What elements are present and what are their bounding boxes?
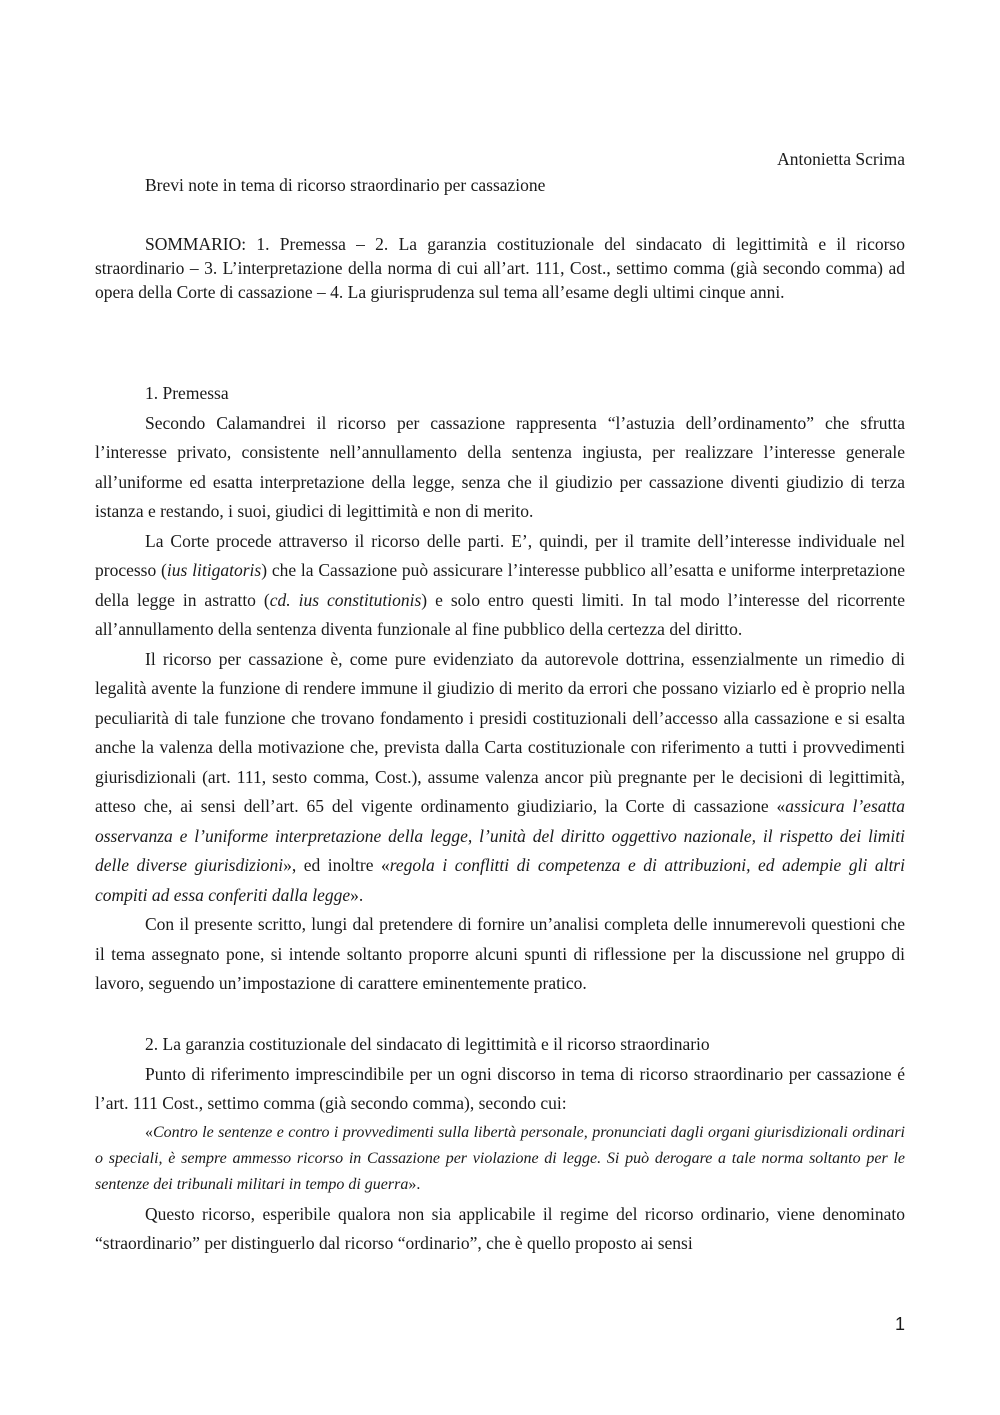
section-1-heading: 1. Premessa <box>145 383 229 403</box>
constitution-quote: «Contro le sentenze e contro i provvedimenti sulla libertà personale, pronunciati dagli organi giurisdizionali ordinari o speciali, è sempre ammesso ricorso in Cassazione per violazione di legge. Si può derogare a tale norma soltanto per le sentenze dei tribunali militari in tempo di guerra». <box>95 1123 905 1193</box>
page-number: 1 <box>894 1314 905 1334</box>
section-1-paragraph-3: Il ricorso per cassazione è, come pure evidenziato da autorevole dottrina, essenzialmente un rimedio di legalità avente la funzione di rendere immune il giudizio di merito da errori che possano viziarlo ed è proprio nella peculiarità di tale funzione che trovano fondamento i presidi costituzionali dell’accesso alla cassazione e si esalta anche la valenza della motivazione che, prevista dalla Carta costituzionale con riferimento a tutti i provvedimenti giurisdizionali (art. 111, sesto comma, Cost.), assume valenza ancor più pregnante per le decisioni di legittimità, atteso che, ai sensi dell’art. 65 del vigente ordinamento giudiziario, la Corte di cassazione «assicura l’esatta osservanza e l’uniforme interpretazione della legge, l’unità del diritto oggettivo nazionale, il rispetto dei limiti delle diverse giurisdizioni», ed inoltre «regola i conflitti di competenza e di attribuzioni, ed adempie gli altri compiti ad essa conferiti dalla legge». <box>95 648 905 905</box>
author-name: Antonietta Scrima <box>777 149 905 169</box>
section-2-heading: 2. La garanzia costituzionale del sindacato di legittimità e il ricorso straordinario <box>145 1034 710 1054</box>
document-title: Brevi note in tema di ricorso straordinario per cassazione <box>145 175 546 195</box>
section-1 <box>95 379 905 999</box>
summary-text: SOMMARIO: 1. Premessa – 2. La garanzia costituzionale del sindacato di legittimità e il ricorso straordinario – 3. L’interpretazione della norma di cui all’art. 111, Cost., settimo comma (già secondo comma) ad opera della Corte di cassazione – 4. La giurisprudenza sul tema all’esame degli ultimi cinque anni. <box>95 234 905 302</box>
section-1-paragraph-1: Secondo Calamandrei il ricorso per cassazione rappresenta “l’astuzia dell’ordinamento” che sfrutta l’interesse privato, consistente nell’annullamento della sentenza ingiusta, per realizzare l’interesse generale all’uniforme ed esatta interpretazione della legge, senza che il giudizio per cassazione diventi giudizio di terza istanza e restando, i suoi, giudici di legittimità e non di merito. <box>95 412 905 521</box>
section-1-paragraph-4: Con il presente scritto, lungi dal pretendere di fornire un’analisi completa delle innumerevoli questioni che il tema assegnato pone, si intende soltanto proporre alcuni spunti di riflessione per la discussione nel gruppo di lavoro, seguendo un’impostazione di carattere eminentemente pratico. <box>95 914 905 993</box>
section-1-paragraph-2: La Corte procede attraverso il ricorso delle parti. E’, quindi, per il tramite dell’interesse individuale nel processo (ius litigatoris) che la Cassazione può assicurare l’interesse pubblico all’esatta e uniforme interpretazione della legge in astratto (cd. ius constitutionis) e solo entro questi limiti. In tal modo l’interesse del ricorrente all’annullamento della sentenza diventa funzionale al fine pubblico della certezza del diritto. <box>95 530 906 639</box>
summary-block <box>95 232 905 304</box>
section-2 <box>95 1030 905 1259</box>
section-2-paragraph-1: Punto di riferimento imprescindibile per un ogni discorso in tema di ricorso straordinario per cassazione é l’art. 111 Cost., settimo comma (già secondo comma), secondo cui: <box>95 1063 905 1113</box>
section-2-paragraph-2: Questo ricorso, esperibile qualora non sia applicabile il regime del ricorso ordinario, viene denominato “straordinario” per distinguerlo dal ricorso “ordinario”, che è quello proposto ai sensi <box>95 1203 905 1253</box>
